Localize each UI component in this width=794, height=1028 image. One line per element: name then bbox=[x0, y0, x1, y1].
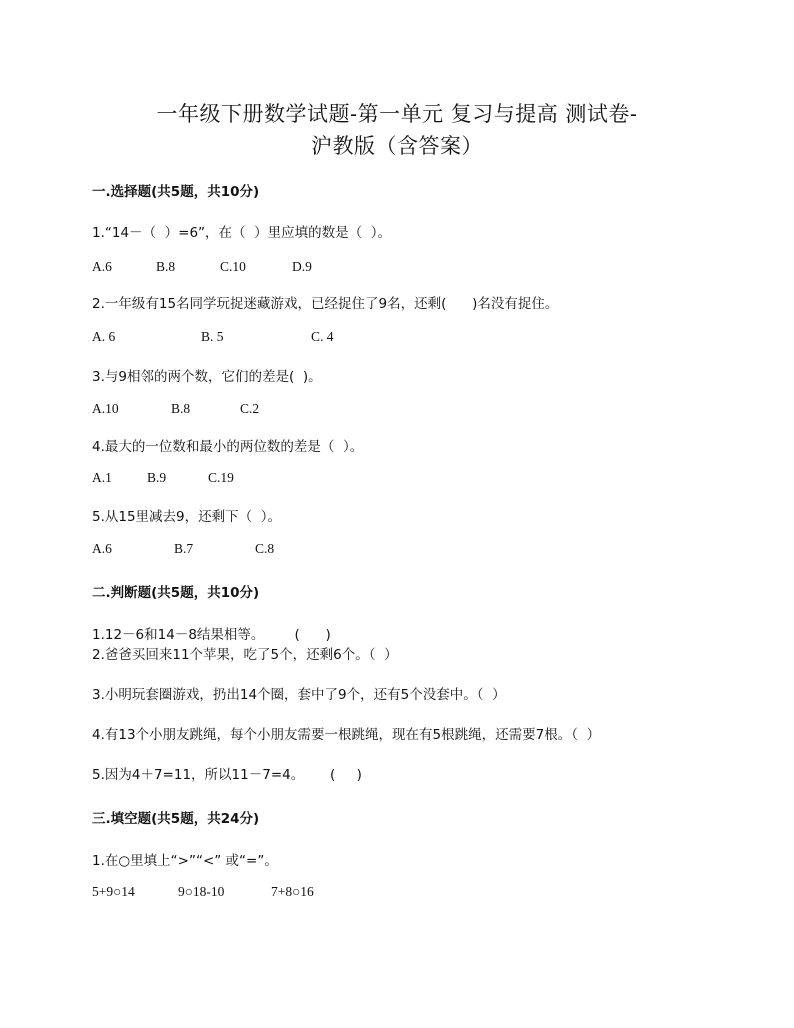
option: D.9 bbox=[292, 259, 312, 274]
option: B. 5 bbox=[201, 329, 224, 344]
question-2-4: 4.有13个小朋友跳绳，每个小朋友需要一根跳绳，现在有5根跳绳，还需要7根。（ ） bbox=[92, 727, 601, 743]
option: B.8 bbox=[156, 259, 176, 274]
question-2-1: 1.12－6和14－8结果相等。 ( ) bbox=[92, 627, 331, 643]
section-heading-choice: 一.选择题(共5题，共10分) bbox=[92, 184, 260, 200]
option: C.19 bbox=[208, 470, 234, 485]
page-title-line-1: 一年级下册数学试题-第一单元 复习与提高 测试卷- bbox=[156, 102, 638, 126]
option: B.8 bbox=[171, 401, 191, 416]
option: B.9 bbox=[147, 470, 167, 485]
question-2-2: 2.爸爸买回来11个苹果，吃了5个，还剩6个。（ ） bbox=[92, 647, 398, 663]
question-2-3: 3.小明玩套圈游戏，扔出14个圈，套中了9个，还有5个没套中。（ ） bbox=[92, 687, 506, 703]
comparison-expression: 7+8○16 bbox=[271, 884, 314, 899]
question-1-2: 2.一年级有15名同学玩捉迷藏游戏，已经捉住了9名，还剩( )名没有捉住。 bbox=[92, 296, 559, 312]
option: A.6 bbox=[92, 259, 112, 274]
option: C.2 bbox=[240, 401, 260, 416]
comparison-expression: 9○18-10 bbox=[178, 884, 225, 899]
section-heading-fill-in: 三.填空题(共5题，共24分) bbox=[92, 811, 260, 827]
option: C.10 bbox=[220, 259, 246, 274]
option: C.8 bbox=[255, 541, 275, 556]
option: A.6 bbox=[92, 541, 112, 556]
question-2-5: 5.因为4＋7=11，所以11－7=4。 ( ) bbox=[92, 767, 362, 783]
option: C. 4 bbox=[311, 329, 334, 344]
question-1-1: 1.“14－（ ）=6”，在（ ）里应填的数是（ ）。 bbox=[92, 225, 391, 241]
option: A.1 bbox=[92, 470, 112, 485]
question-1-4: 4.最大的一位数和最小的两位数的差是（ ）。 bbox=[92, 439, 364, 455]
question-1-5: 5.从15里减去9，还剩下（ ）。 bbox=[92, 509, 281, 525]
option: B.7 bbox=[174, 541, 194, 556]
option: A.10 bbox=[92, 401, 119, 416]
question-3-1: 1.在○里填上“>”“<” 或“=”。 bbox=[92, 853, 278, 869]
option: A. 6 bbox=[92, 329, 116, 344]
question-1-3: 3.与9相邻的两个数，它们的差是( )。 bbox=[92, 369, 322, 385]
page-title-line-2: 沪教版（含答案） bbox=[311, 134, 483, 158]
comparison-expression: 5+9○14 bbox=[92, 884, 135, 899]
section-heading-judgement: 二.判断题(共5题，共10分) bbox=[92, 585, 260, 601]
